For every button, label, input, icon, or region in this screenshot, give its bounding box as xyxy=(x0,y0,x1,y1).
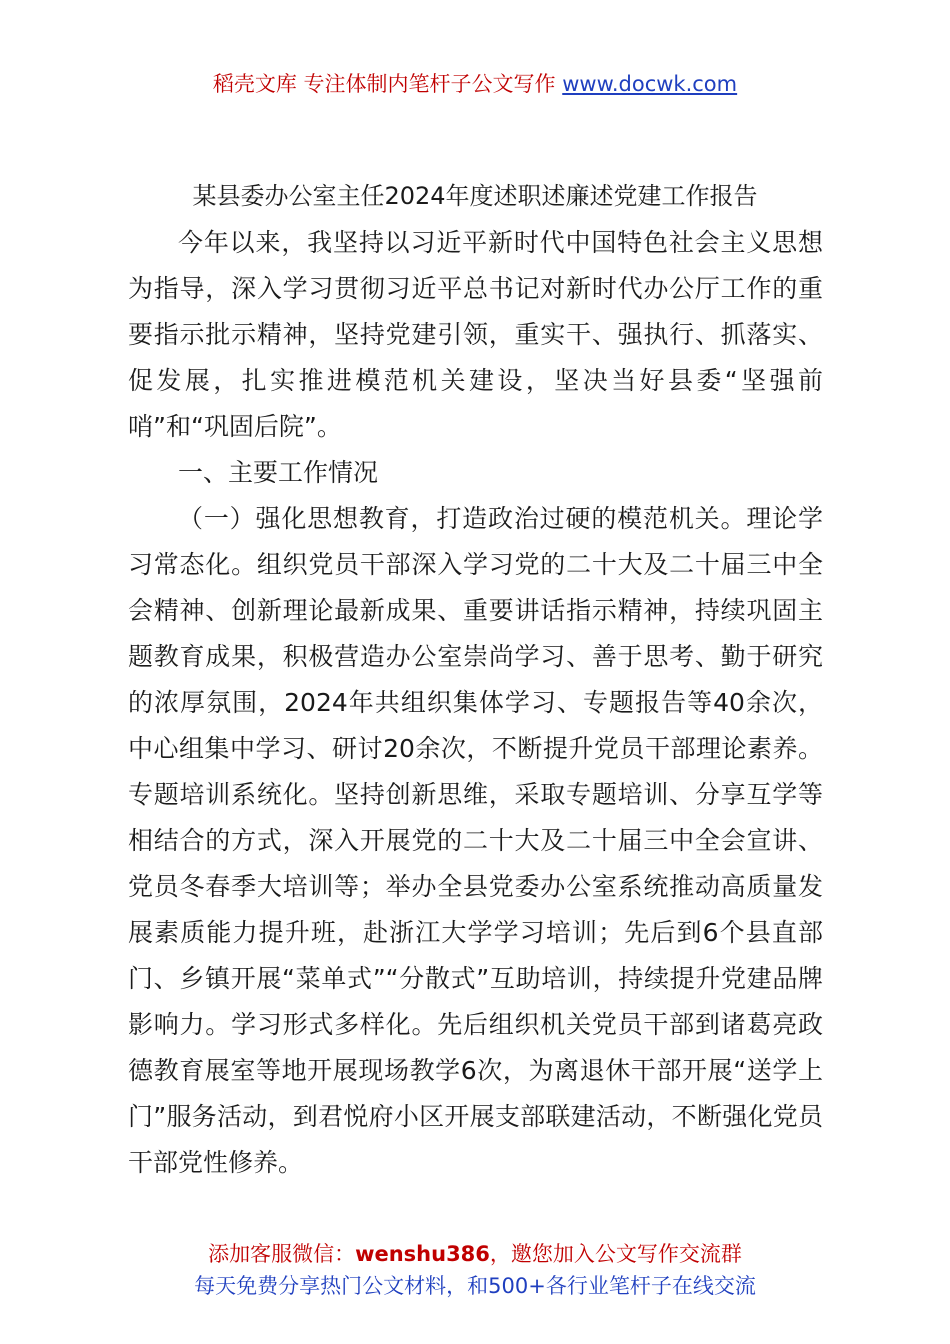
intro-paragraph: 今年以来，我坚持以习近平新时代中国特色社会主义思想为指导，深入学习贯彻习近平总书记对新时代办公厅工作的重要指示批示精神，坚持党建引领，重实干、强执行、抓落实、促发展，扎实推进模范机关建设，坚决当好县委“坚强前哨”和“巩固后院”。 xyxy=(128,228,823,441)
header-url-link[interactable]: www.docwk.com xyxy=(562,72,738,96)
body-paragraph: （一）强化思想教育，打造政治过硬的模范机关。理论学习常态化。组织党员干部深入学习党的二十大及二十届三中全会精神、创新理论最新成果、重要讲话指示精神，持续巩固主题教育成果，积极营造办公室崇尚学习、善于思考、勤于研究的浓厚氛围，2024年共组织集体学习、专题报告等40余次，中心组集中学习、研讨20余次，不断提升党员干部理论素养。专题培训系统化。坚持创新思维，采取专题培训、分享互学等相结合的方式，深入开展党的二十大及二十届三中全会宣讲、党员冬春季大培训等；举办全县党委办公室系统推动高质量发展素质能力提升班，赴浙江大学学习培训；先后到6个县直部门、乡镇开展“菜单式”“分散式”互助培训，持续提升党建品牌影响力。学习形式多样化。先后组织机关党员干部到诸葛亮政德教育展室等地开展现场教学6次，为离退休干部开展“送学上门”服务活动，到君悦府小区开展支部联建活动，不断强化党员干部党性修养。 xyxy=(128,504,823,1177)
section-heading: 一、主要工作情况 xyxy=(178,458,379,487)
footer-contact-prefix: 添加客服微信： xyxy=(208,1242,356,1266)
document-body xyxy=(128,220,823,1186)
promo-footer xyxy=(0,1238,950,1302)
footer-promo-line: 每天免费分享热门公文材料，和500+各行业笔杆子在线交流 xyxy=(194,1274,756,1298)
header-brand: 稻壳文库 专注体制内笔杆子公文写作 xyxy=(212,72,556,96)
footer-contact-suffix: ，邀您加入公文写作交流群 xyxy=(489,1242,742,1266)
wechat-id: wenshu386 xyxy=(355,1242,490,1266)
site-header xyxy=(0,68,950,100)
footer-contact-line xyxy=(0,1238,950,1270)
document-title: 某县委办公室主任2024年度述职述廉述党建工作报告 xyxy=(192,182,758,210)
